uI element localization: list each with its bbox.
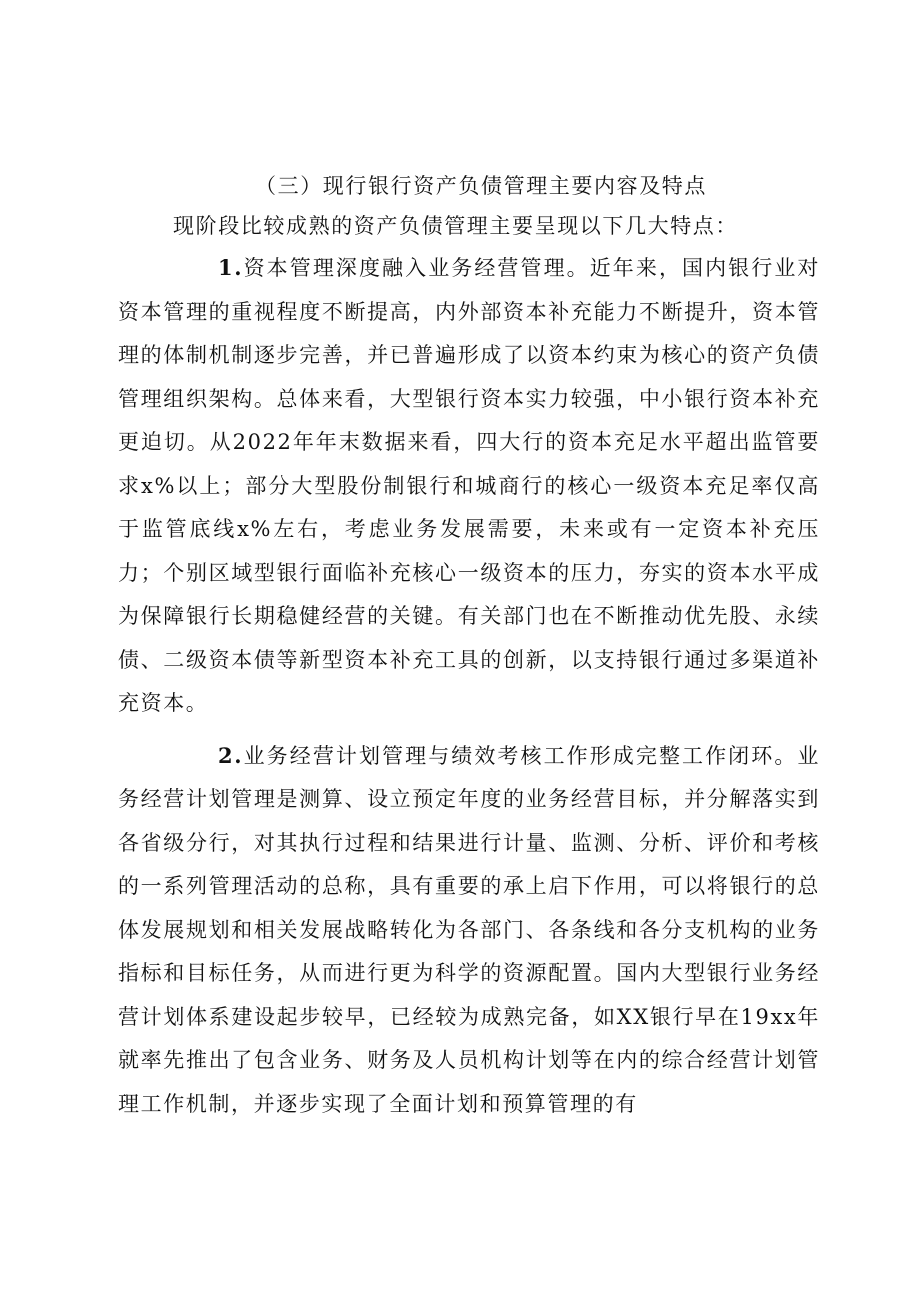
- paragraph-1: [118, 246, 820, 726]
- paragraph-2-text: 业务经营计划管理与绩效考核工作形成完整工作闭环。业务经营计划管理是测算、设立预定年度的业务经营目标，并分解落实到各省级分行，对其执行过程和结果进行计量、监测、分析、评价和考核的一系列管理活动的总称，具有重要的承上启下作用，可以将银行的总体发展规划和相关发展战略转化为各部门、各条线和各分支机构的业务指标和目标任务，从而进行更为科学的资源配置。国内大型银行业务经营计划体系建设起步较早，已经较为成熟完备，如XX银行早在19xx年就率先推出了包含业务、财务及人员机构计划等在内的综合经营计划管理工作机制，并逐步实现了全面计划和预算管理的有: [118, 743, 820, 1116]
- paragraph-2: [118, 734, 820, 1127]
- paragraph-2-number: 2.: [218, 742, 244, 768]
- section-heading: （三）现行银行资产负债管理主要内容及特点: [255, 174, 707, 198]
- intro-sentence: 现阶段比较成熟的资产负债管理主要呈现以下几大特点：: [173, 214, 738, 238]
- paragraph-1-number: 1.: [218, 255, 244, 280]
- document-body: [118, 166, 820, 1126]
- paragraph-1-text: 资本管理深度融入业务经营管理。近年来，国内银行业对资本管理的重视程度不断提高，内外部资本补充能力不断提升，资本管理的体制机制逐步完善，并已普遍形成了以资本约束为核心的资产负债管理组织架构。总体来看，大型银行资本实力较强，中小银行资本补充更迫切。从2022年年末数据来看，四大行的资本充足水平超出监管要求x%以上；部分大型股份制银行和城商行的核心一级资本充足率仅高于监管底线x%左右，考虑业务发展需要，未来或有一定资本补充压力；个别区域型银行面临补充核心一级资本的压力，夯实的资本水平成为保障银行长期稳健经营的关键。有关部门也在不断推动优先股、永续债、二级资本债等新型资本补充工具的创新，以支持银行通过多渠道补充资本。: [118, 256, 820, 715]
